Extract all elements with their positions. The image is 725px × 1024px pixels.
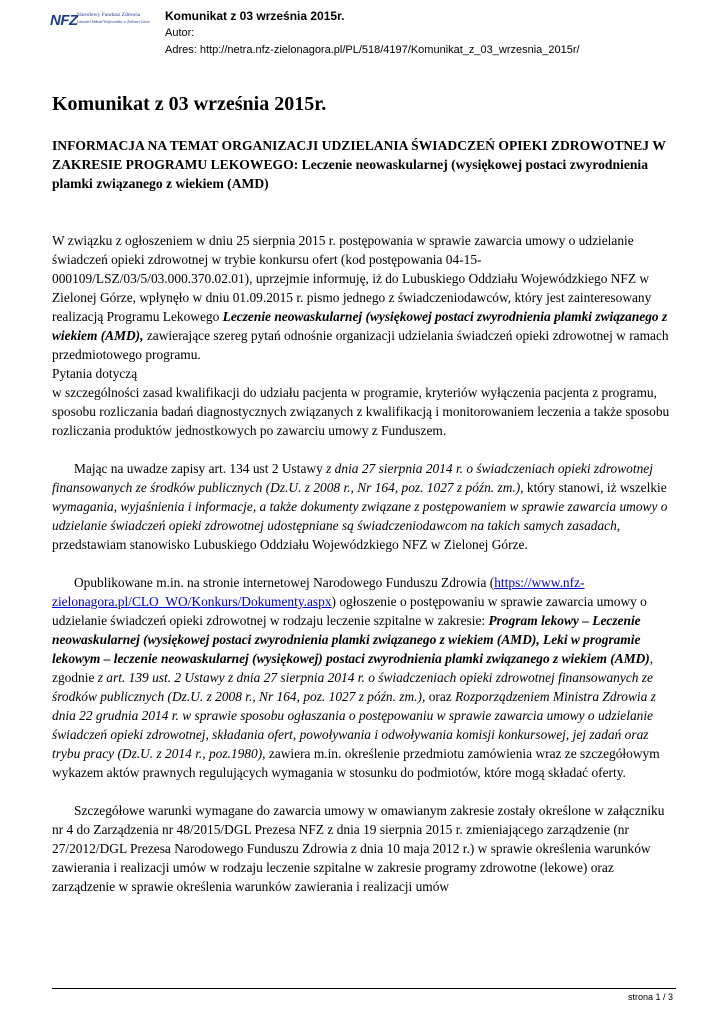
logo-line1: Narodowy Fundusz Zdrowia [77,12,141,18]
page-number: strona 1 / 3 [627,992,673,1002]
konkurs-documents-link[interactable]: https://www.nfz-zielonagora.pl/CLO_WO/Konkurs/Dokumenty.aspx [52,575,585,609]
paragraph-1-questions: Pytania dotyczą [52,366,138,381]
page-header [50,8,675,60]
header-title: Komunikat z 03 września 2015r. [165,9,345,23]
header-address-url: http://netra.nfz-zielonagora.pl/PL/518/4197/Komunikat_z_03_wrzesnia_2015r/ [199,44,580,56]
logo-mark: NFZ [50,12,78,29]
logo-line2: Lubuski Oddział Wojewódzki w Zielonej Górze [77,20,150,24]
paragraph-1-cont: w szczególności zasad kwalifikacji do udziału pacjenta w programie, kryteriów wyłączenia pacjenta z programu, sposobu rozliczania badań diagnostycznych związanych z kwalifikacją i monitorowaniem leczenia a także sposobu rozliczania produktów jednostkowych po zawarciu umowy z Funduszem. [52,385,670,438]
header-info [165,8,580,59]
spacer [52,554,678,573]
header-address: Adres: http://netra.nfz-zielonagora.pl/PL/518/4197/Komunikat_z_03_wrzesnia_2015r/ [165,44,580,56]
footer-divider [52,988,676,989]
nfz-logo [50,12,158,36]
paragraph-2: Mając na uwadze zapisy art. 134 ust 2 Ustawy z dnia 27 sierpnia 2014 r. o świadczeniach opieki zdrowotnej finansowanych ze środków publicznych (Dz.U. z 2008 r., Nr 164, poz. 1027 z późn. zm.), który stanowi, iż wszelkie wymagania, wyjaśnienia i informacje, a także dokumenty związane z postępowaniem w sprawie zawarcia umowy o udzielanie świadczeń opieki zdrowotnej udostępniane są świadczeniodawcom na takich samych zasadach, przedstawiam stanowisko Lubuskiego Oddziału Wojewódzkiego NFZ w Zielonej Górze. [52,461,668,552]
spacer [52,193,678,231]
spacer [52,782,678,801]
article-subtitle: INFORMACJA NA TEMAT ORGANIZACJI UDZIELANIA ŚWIADCZEŃ OPIEKI ZDROWOTNEJ W ZAKRESIE PROGRAMU LEKOWEGO: Leczenie neowaskularnej (wysiękowej postaci zwyrodnienia plamki związanego z wiekiem (AMD) [52,138,666,191]
article-body [52,136,678,896]
paragraph-1: W związku z ogłoszeniem w dniu 25 sierpnia 2015 r. postępowania w sprawie zawarcia umowy o udzielanie świadczeń opieki zdrowotnej w trybie konkursu ofert (kod postępowania 04-15-000109/LSZ/03/5/03.000.370.02.01), uprzejmie informuję, iż do Lubuskiego Oddziału Wojewódzkiego NFZ w Zielonej Górze, wpłynęło w dniu 01.09.2015 r. pismo jednego z świadczeniodawców, który jest zainteresowany realizacją Programu Lekowego Leczenie neowaskularnej (wysiękowej postaci zwyrodnienia plamki związanego z wiekiem (AMD), zawierające szereg pytań odnośnie organizacji udzielania świadczeń opieki zdrowotnej w ramach przedmiotowego programu. [52,233,669,362]
header-author: Autor: [165,27,195,39]
paragraph-3: Opublikowane m.in. na stronie internetowej Narodowego Funduszu Zdrowia (https://www.nfz-zielonagora.pl/CLO_WO/Konkurs/Dokumenty.aspx) ogłoszenie o postępowaniu w sprawie zawarcia umowy o udzielanie świadczeń opieki zdrowotnej w rodzaju leczenie szpitalne w zakresie: Program lekowy – Leczenie neowaskularnej (wysiękowej postaci zwyrodnienia plamki związanego z wiekiem (AMD), Leki w programie lekowym – leczenie neowaskularnej (wysiękowej) postaci zwyrodnienia plamki związanego z wiekiem (AMD), zgodnie z art. 139 ust. 2 Ustawy z dnia 27 sierpnia 2014 r. o świadczeniach opieki zdrowotnej finansowanych ze środków publicznych (Dz.U. z 2008 r., Nr 164, poz. 1027 z późn. zm.), oraz Rozporządzeniem Ministra Zdrowia z dnia 22 grudnia 2014 r. w sprawie sposobu ogłaszania o postępowaniu w sprawie zawarcia umowy o udzielanie świadczeń opieki zdrowotnej, składania ofert, powoływania i odwoływania komisji konkursowej, jej zadań oraz trybu pracy (Dz.U. z 2014 r., poz.1980), zawiera m.in. określenie przedmiotu zamówienia wraz ze szczegółowym wykazem aktów prawnych regulujących wymagania w stosunku do podmiotów, które mogą składać oferty. [52,575,660,780]
spacer [52,440,678,459]
page-title: Komunikat z 03 września 2015r. [52,93,327,115]
paragraph-4: Szczegółowe warunki wymagane do zawarcia umowy w omawianym zakresie zostały określone w załączniku nr 4 do Zarządzenia nr 48/2015/DGL Prezesa NFZ z dnia 19 sierpnia 2015 r. zmieniającego zarządzenie (nr 27/2012/DGL Prezesa Narodowego Funduszu Zdrowia z dnia 10 maja 2012 r.) w sprawie określenia warunków zawierania i realizacji umów w rodzaju leczenie szpitalne w zakresie programy zdrowotne (lekowe) oraz zarządzenie w sprawie określenia warunków zawierania i realizacji umów [52,803,665,894]
